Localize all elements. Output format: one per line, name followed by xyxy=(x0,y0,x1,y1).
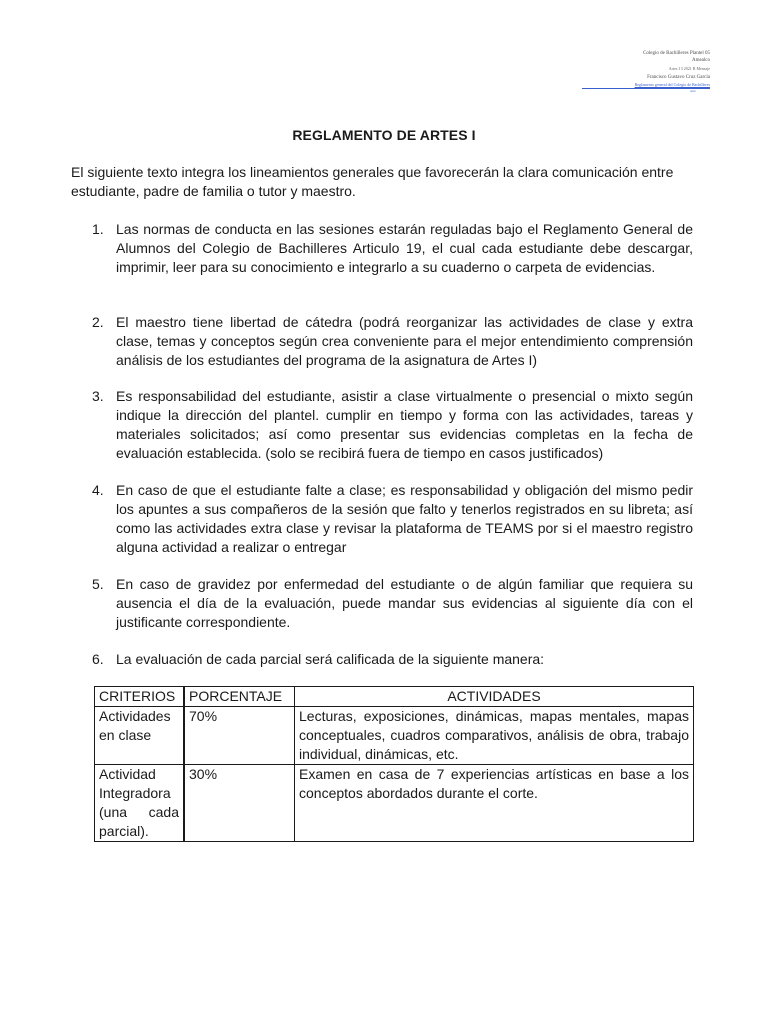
intro-paragraph: El siguiente texto integra los lineamientos generales que favorecerán la clara comunicación entre estudiante, padre de familia o tutor y maestro. xyxy=(71,164,674,199)
header-link[interactable]: Reglamento general del Colegio de Bachilleres xyxy=(634,82,710,87)
header-campus: Amealco xyxy=(691,58,710,63)
table-row xyxy=(95,765,694,842)
list-item-number: 6. xyxy=(92,651,104,667)
table-header-row xyxy=(95,687,694,707)
table-cell-porcentaje: 70% xyxy=(184,707,295,765)
table-cell-actividades: Examen en casa de 7 experiencias artísticas en base a los conceptos abordados durante el corte. xyxy=(295,765,694,842)
header-school: Colegio de Bachilleres Plantel 05 xyxy=(643,51,710,56)
header-subject: Artes I 3 2021 B Mensaje xyxy=(668,66,710,71)
list-item-number: 5. xyxy=(92,576,104,592)
list-item-text: La evaluación de cada parcial será calificada de la siguiente manera: xyxy=(116,651,545,667)
list-item-text: Las normas de conducta en las sesiones estarán reguladas bajo el Reglamento General de Alumnos del Colegio de Bachilleres Articulo 19, el cual cada estudiante debe descargar, imprimir, leer para su conocimiento e integrarlo a su cuaderno o carpeta de evidencias. xyxy=(116,221,693,275)
header-block xyxy=(560,50,710,93)
table-cell-criterio: Actividades en clase xyxy=(95,707,185,765)
table-cell-criterio: Actividad Integradora (una cada parcial). xyxy=(95,765,185,842)
list-item-number: 3. xyxy=(92,388,104,404)
table-header-porcentaje: PORCENTAJE xyxy=(184,687,295,707)
list-item-text: En caso de gravidez por enfermedad del estudiante o de algún familiar que requiera su ausencia el día de la evaluación, puede mandar sus evidencias al siguiente día con el justificante correspondiente. xyxy=(116,576,693,630)
header-teacher: Francisco Gustavo Cruz García xyxy=(647,75,710,80)
evaluation-table xyxy=(94,686,694,842)
list-item-text: En caso de que el estudiante falte a clase; es responsabilidad y obligación del mismo pedir los apuntes a sus compañeros de la sesión que falto y tenerlos registrados en su libreta; así como las actividades extra clase y revisar la plataforma de TEAMS por si el maestro registro alguna actividad a realizar o entregar xyxy=(116,482,693,555)
table-cell-actividades: Lecturas, exposiciones, dinámicas, mapas mentales, mapas conceptuales, cuadros comparativos, análisis de obra, trabajo individual, dinámicas, etc. xyxy=(295,707,694,765)
list-item-number: 4. xyxy=(92,482,104,498)
list-item-text: El maestro tiene libertad de cátedra (podrá reorganizar las actividades de clase y extra clase, temas y conceptos según crea conveniente para el mejor entendimiento comprensión análisis de los estudiantes del programa de la asignatura de Artes I) xyxy=(116,314,693,368)
table-row xyxy=(95,707,694,765)
table-header-criterios: CRITERIOS xyxy=(95,687,185,707)
list-item-number: 2. xyxy=(92,314,104,330)
table-cell-porcentaje: 30% xyxy=(184,765,295,842)
page-title: REGLAMENTO DE ARTES I xyxy=(292,127,476,143)
list-item-number: 1. xyxy=(92,221,104,237)
header-link-tail[interactable]: texto xyxy=(690,89,696,93)
table-header-actividades: ACTIVIDADES xyxy=(295,687,694,707)
list-item-text: Es responsabilidad del estudiante, asistir a clase virtualmente o presencial o mixto según indique la dirección del plantel. cumplir en tiempo y forma con las actividades, tareas y materiales solicitados; así como presentar sus evidencias completas en la fecha de evaluación establecida. (solo se recibirá fuera de tiempo en casos justificados) xyxy=(116,388,693,461)
